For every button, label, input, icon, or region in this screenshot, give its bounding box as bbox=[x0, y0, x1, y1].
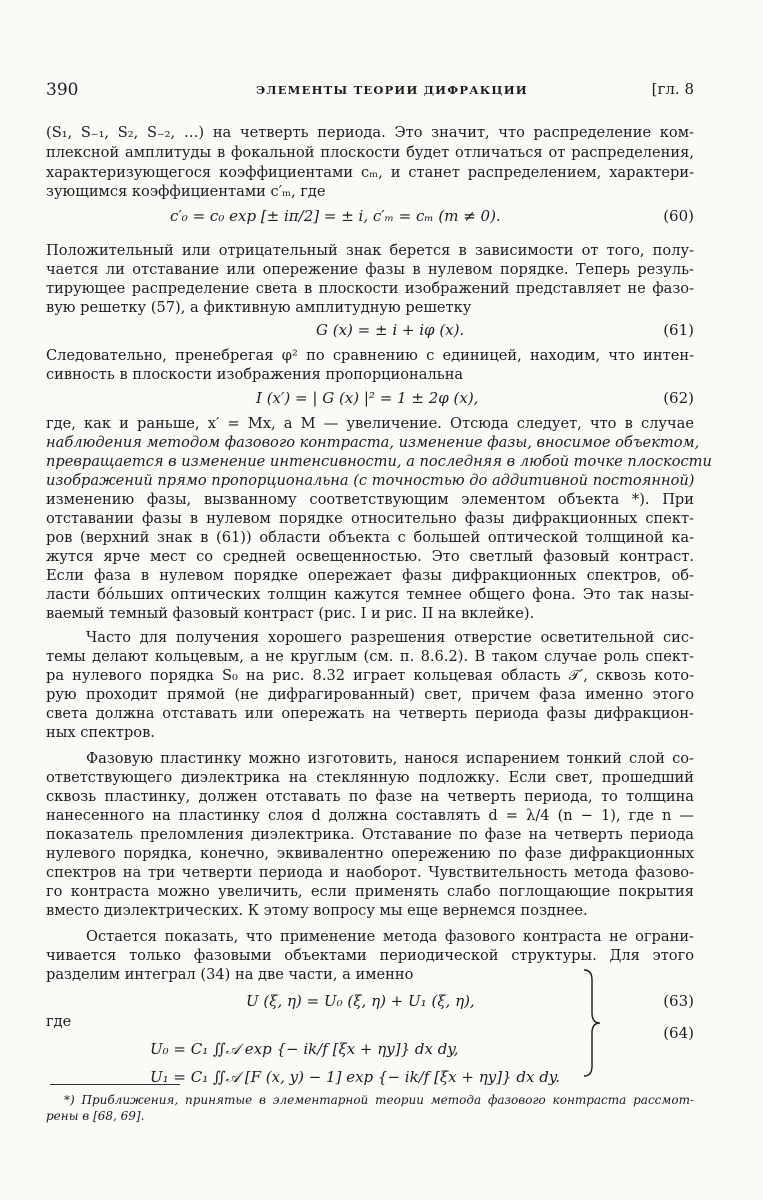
footnote-rule bbox=[50, 1084, 180, 1085]
equation-62: I (x′) = | G (x) |² = 1 ± 2φ (x), bbox=[256, 389, 479, 407]
equation-64-u1: U₁ = C₁ ∬𝒜 [F (x, y) − 1] exp {− ik/f [ξx + ηy]} dx dy. bbox=[150, 1068, 561, 1086]
text-line: Если фаза в нулевом порядке опережает фазы дифракционных спектров, об- bbox=[46, 567, 694, 584]
text-line: зующимся коэффициентами c′ₘ, где bbox=[46, 183, 326, 200]
text-line: Фазовую пластинку можно изготовить, нанося испарением тонкий слой со- bbox=[86, 750, 694, 767]
running-header bbox=[46, 80, 694, 104]
text-line: Положительный или отрицательный знак берется в зависимости от того, полу- bbox=[46, 242, 694, 259]
text-line: изменению фазы, вызванному соответствующим элементом объекта *). При bbox=[46, 491, 694, 508]
right-brace-icon bbox=[582, 968, 602, 1078]
text-line: чается ли отставание или опережение фазы в нулевом порядке. Теперь резуль- bbox=[46, 261, 694, 278]
equation-number-61: (61) bbox=[663, 321, 694, 339]
text-line: Часто для получения хорошего разрешения отверстие осветительной сис- bbox=[86, 629, 694, 646]
text-line: чивается только фазовыми объектами периодической структуры. Для этого bbox=[46, 947, 694, 964]
footnote-line: *) Приближения, принятые в элементарной теории метода фазового контраста рассмот- bbox=[64, 1093, 694, 1107]
text-line: вместо диэлектрических. К этому вопросу мы еще вернемся позднее. bbox=[46, 902, 588, 919]
text-line: наблюдения методом фазового контраста, изменение фазы, вносимое объектом, bbox=[46, 434, 700, 451]
text-line: отставании фазы в нулевом порядке относительно фазы дифракционных спект- bbox=[46, 510, 694, 527]
equation-60: c′₀ = c₀ exp [± iπ/2] = ± i, c′ₘ = cₘ (m ≠ 0). bbox=[170, 207, 501, 225]
text-line: спектров на три четверти периода и наоборот. Чувствительность метода фазово- bbox=[46, 864, 694, 881]
text-line: света должна отставать или опережать на четверть периода фазы дифракцион- bbox=[46, 705, 694, 722]
text-line: плексной амплитуды в фокальной плоскости будет отличаться от распределения, bbox=[46, 144, 694, 161]
text-line: тирующее распределение света в плоскости изображений представляет не фазо- bbox=[46, 280, 694, 297]
page-number: 390 bbox=[46, 80, 79, 100]
chapter-marker: [гл. 8 bbox=[651, 80, 694, 98]
equation-64-u0: U₀ = C₁ ∬𝒜 exp {− ik/f [ξx + ηy]} dx dy, bbox=[150, 1040, 459, 1058]
equation-61: G (x) = ± i + iφ (x). bbox=[316, 321, 465, 339]
text-line: характеризующегося коэффициентами cₘ, и станет распределением, характери- bbox=[46, 164, 694, 181]
text-line: разделим интеграл (34) на две части, а именно bbox=[46, 966, 414, 983]
text-line: ных спектров. bbox=[46, 724, 155, 741]
text-line: где, как и раньше, x′ = Mx, а M — увеличение. Отсюда следует, что в случае bbox=[46, 415, 694, 432]
text-line: жутся ярче мест со средней освещенностью. Это светлый фазовый контраст. bbox=[46, 548, 694, 565]
text-line: нанесенного на пластинку слоя d должна составлять d = λ/4 (n − 1), где n — bbox=[46, 807, 694, 824]
equation-63: U (ξ, η) = U₀ (ξ, η) + U₁ (ξ, η), bbox=[246, 992, 475, 1010]
text-line: Остается показать, что применение метода фазового контраста не ограни- bbox=[86, 928, 694, 945]
text-line: сивность в плоскости изображения пропорциональна bbox=[46, 366, 464, 383]
running-title: ЭЛЕМЕНТЫ ТЕОРИИ ДИФРАКЦИИ bbox=[256, 83, 528, 97]
text-line: ров (верхний знак в (61)) области объекта с большей оптической толщиной ка- bbox=[46, 529, 694, 546]
text-line: показатель преломления диэлектрика. Отставание по фазе на четверть периода bbox=[46, 826, 694, 843]
text-line: изображений прямо пропорциональна (с точностью до аддитивной постоянной) bbox=[46, 472, 695, 489]
equation-number-64: (64) bbox=[663, 1024, 694, 1042]
text-line: го контраста можно увеличить, если применять слабо поглощающие покрытия bbox=[46, 883, 694, 900]
text-line: сквозь пластинку, должен отставать по фазе на четверть периода, то толщина bbox=[46, 788, 694, 805]
text-line: Следовательно, пренебрегая φ² по сравнению с единицей, находим, что интен- bbox=[46, 347, 694, 364]
text-line: ответствующего диэлектрика на стеклянную подложку. Если свет, прошедший bbox=[46, 769, 694, 786]
text-line: вую решетку (57), а фиктивную амплитудную решетку bbox=[46, 299, 472, 316]
equation-number-60: (60) bbox=[663, 207, 694, 225]
text-line: превращается в изменение интенсивности, а последняя в любой точке плоскости bbox=[46, 453, 712, 470]
text-line: где bbox=[46, 1013, 72, 1030]
text-line: рую проходит прямой (не дифрагированный) свет, причем фаза именно этого bbox=[46, 686, 694, 703]
equation-number-62: (62) bbox=[663, 389, 694, 407]
equation-number-63: (63) bbox=[663, 992, 694, 1010]
text-line: ваемый темный фазовый контраст (рис. I и рис. II на вклейке). bbox=[46, 605, 535, 622]
text-line: темы делают кольцевым, а не круглым (см. п. 8.6.2). В таком случае роль спект- bbox=[46, 648, 694, 665]
text-line: нулевого порядка, конечно, эквивалентно опережению по фазе дифракционных bbox=[46, 845, 694, 862]
text-line: (S₁, S₋₁, S₂, S₋₂, …) на четверть периода. Это значит, что распределение ком- bbox=[46, 124, 694, 141]
text-line: ра нулевого порядка S₀ на рис. 8.32 играет кольцевая область 𝒯′, сквозь кото- bbox=[46, 667, 694, 684]
text-line: ласти бóльших оптических толщин кажутся темнее общего фона. Это так назы- bbox=[46, 586, 694, 603]
footnote-line: рены в [68, 69]. bbox=[46, 1109, 145, 1123]
